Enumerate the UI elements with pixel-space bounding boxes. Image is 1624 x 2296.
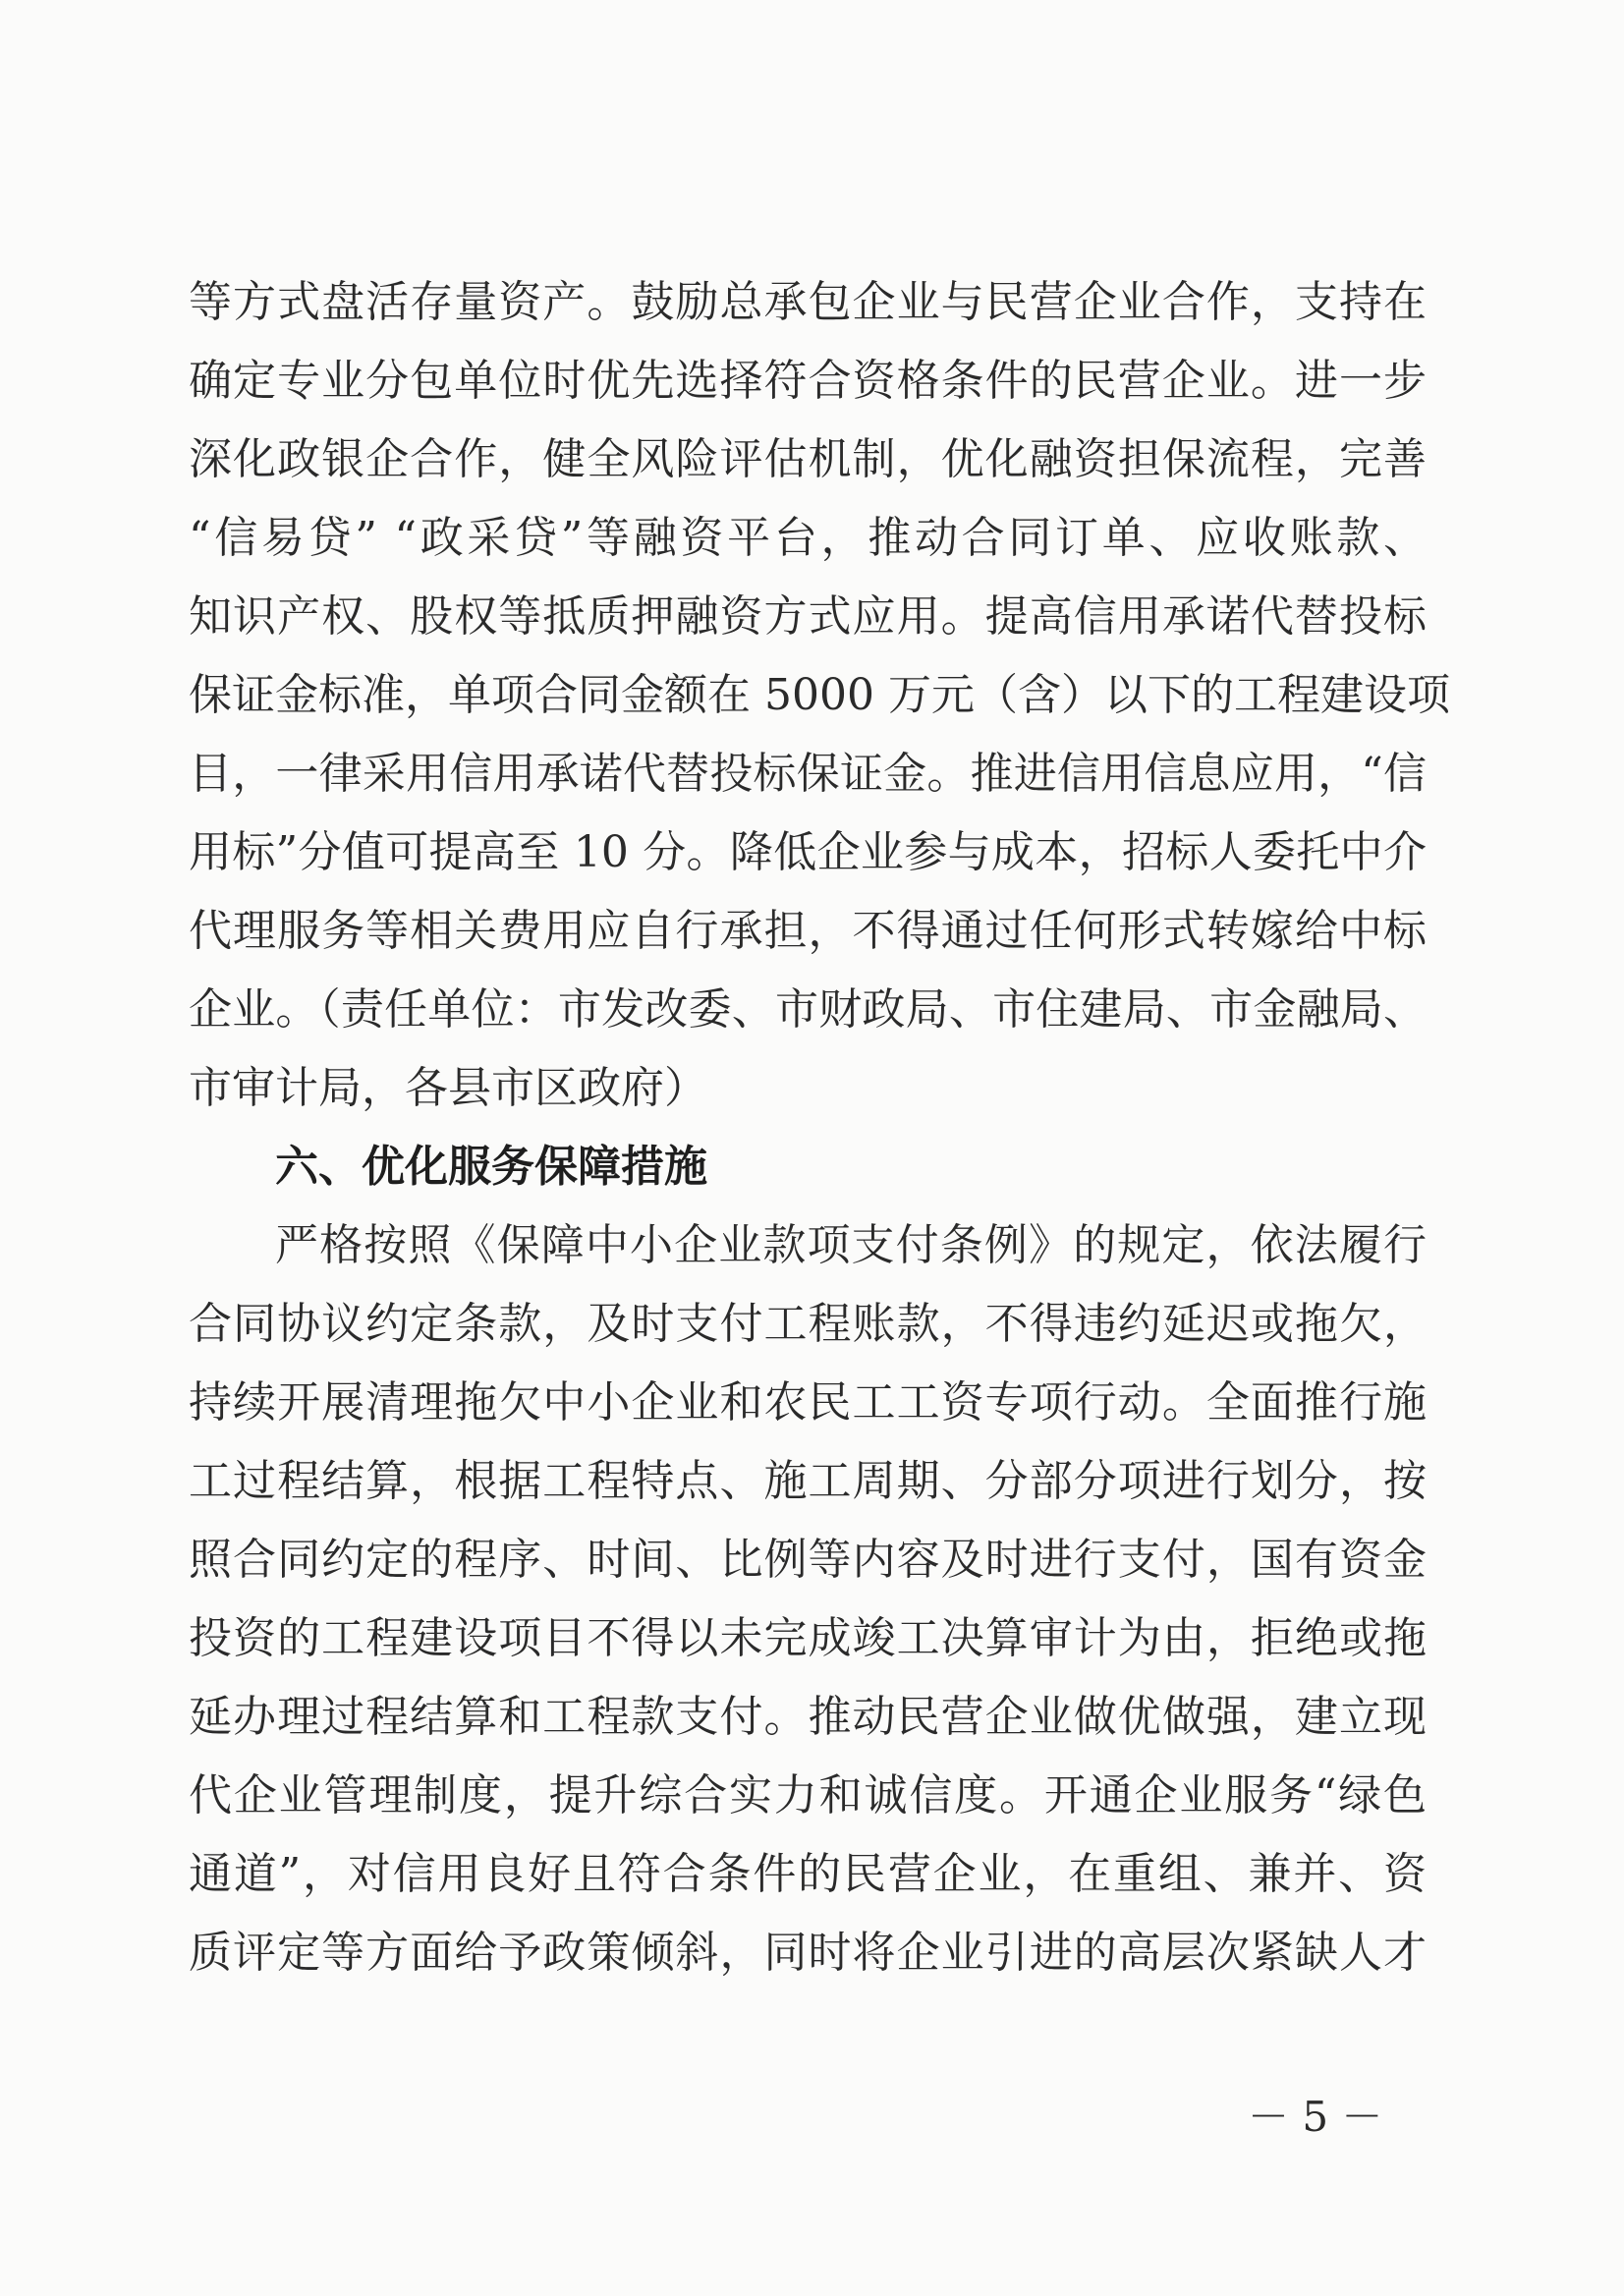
- paragraph-first-line: 严格按照《保障中小企业款项支付条例》的规定，依法履行: [275, 1220, 1427, 1270]
- document-body: [189, 263, 1450, 1992]
- body-line: 照合同约定的程序、时间、比例等内容及时进行支付，国有资金: [189, 1535, 1427, 1585]
- page-number: － 5 －: [1248, 2093, 1383, 2141]
- body-line: 合同协议约定条款，及时支付工程账款，不得违约延迟或拖欠，: [189, 1299, 1427, 1349]
- body-line: 通道”，对信用良好且符合条件的民营企业，在重组、兼并、资: [189, 1849, 1427, 1899]
- body-line: 知识产权、股权等抵质押融资方式应用。提高信用承诺代替投标: [189, 591, 1427, 642]
- body-line: 保证金标准，单项合同金额在 5000 万元（含）以下的工程建设项: [189, 670, 1450, 720]
- section-heading: 六、优化服务保障措施: [275, 1142, 707, 1192]
- body-line: 等方式盘活存量资产。鼓励总承包企业与民营企业合作，支持在: [189, 277, 1427, 327]
- body-line: 质评定等方面给予政策倾斜，同时将企业引进的高层次紧缺人才: [189, 1928, 1427, 1978]
- body-line: 市审计局，各县市区政府）: [189, 1063, 707, 1113]
- body-line: 投资的工程建设项目不得以未完成竣工决算审计为由，拒绝或拖: [189, 1613, 1427, 1663]
- body-line: 代企业管理制度，提升综合实力和诚信度。开通企业服务“绿色: [189, 1770, 1427, 1820]
- body-line: 深化政银企合作，健全风险评估机制，优化融资担保流程，完善: [189, 434, 1427, 484]
- body-line: 企业。（责任单位：市发改委、市财政局、市住建局、市金融局、: [189, 984, 1427, 1035]
- body-line: 代理服务等相关费用应自行承担，不得通过任何形式转嫁给中标: [189, 906, 1427, 956]
- body-line: 确定专业分包单位时优先选择符合资格条件的民营企业。进一步: [189, 356, 1427, 406]
- body-line: 持续开展清理拖欠中小企业和农民工工资专项行动。全面推行施: [189, 1377, 1427, 1428]
- body-line: 用标”分值可提高至 10 分。降低企业参与成本，招标人委托中介: [189, 827, 1427, 877]
- body-line: 延办理过程结算和工程款支付。推动民营企业做优做强，建立现: [189, 1692, 1427, 1742]
- body-line: 工过程结算，根据工程特点、施工周期、分部分项进行划分，按: [189, 1456, 1427, 1506]
- body-line: 目，一律采用信用承诺代替投标保证金。推进信用信息应用，“信: [189, 749, 1427, 799]
- body-line: “信易贷” “政采贷”等融资平台，推动合同订单、应收账款、: [189, 513, 1427, 563]
